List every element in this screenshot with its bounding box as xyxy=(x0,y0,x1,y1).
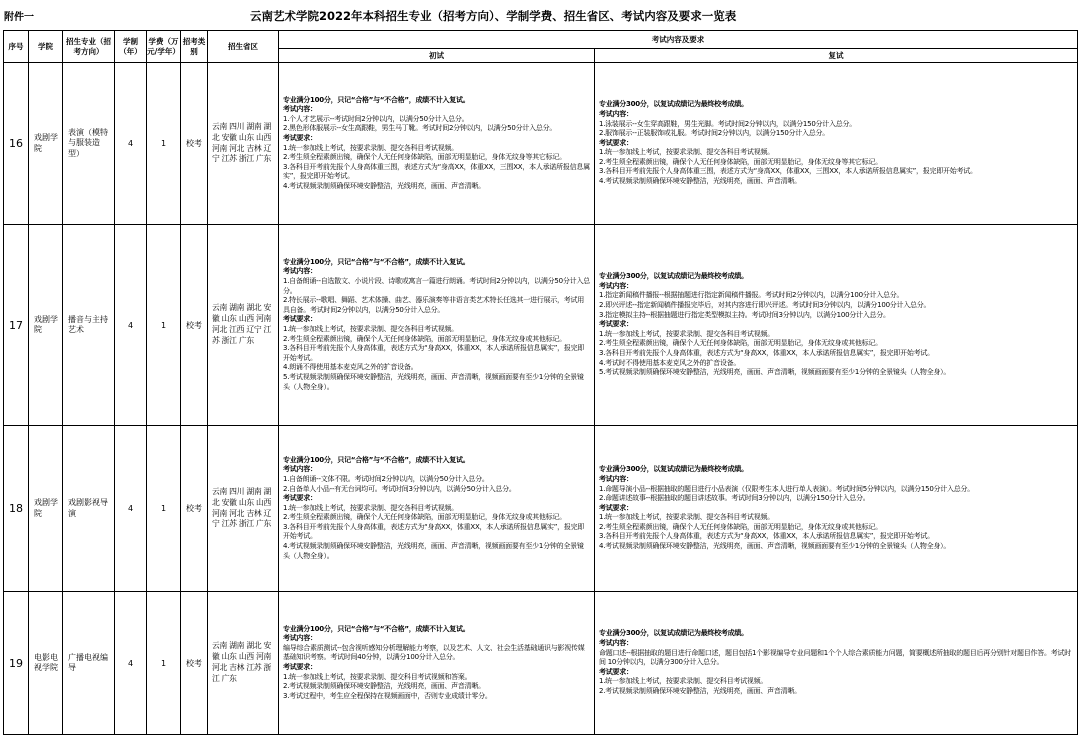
content-item: 5.考试视频录制须确保环境安静整洁，光线明亮，画面、声音清晰，视频画面要有至少1分钟的全景镜头（人物全身）。 xyxy=(283,372,584,391)
content-item: 4.考试视频录制须确保环境安静整洁，光线明亮，画面、声音清晰，视频画面要有至少1分钟的全景镜头（人物全身）。 xyxy=(599,542,951,551)
content-heading: 专业满分100分，只记“合格”与“不合格”，成绩不计入复试。 xyxy=(283,95,470,104)
content-heading: 考试内容： xyxy=(599,109,633,118)
header-first-exam: 初试 xyxy=(279,49,595,63)
cell-tuition: 1 xyxy=(147,63,181,225)
cell-college: 电影电视学院 xyxy=(29,592,63,735)
cell-major: 戏剧影视导演 xyxy=(63,426,115,592)
cell-second-exam xyxy=(595,592,1078,735)
content-item: 3.各科目开考前先报个人身高体重，表述方式为“身高XX，体重XX，本人承诺所报信息属实”，报完即开始考试。 xyxy=(283,344,585,362)
content-item: 1.统一参加线上考试，按要求录制、提交各科目考试视频。 xyxy=(599,513,774,522)
cell-first-exam xyxy=(279,63,595,225)
cell-college: 戏剧学院 xyxy=(29,225,63,426)
admissions-table xyxy=(3,30,1078,735)
cell-major: 广播电视编导 xyxy=(63,592,115,735)
content-heading: 专业满分300分，以复试成绩记为最终校考成绩。 xyxy=(599,629,748,638)
content-item: 编导综合素质测试--包含视听感知分析理解能力考察，以及艺术、人文、社会生活基础通识与影视传媒基础知识考察。考试时间40分钟，以满分100分计入总分。 xyxy=(283,643,585,662)
header-duration: 学制（年） xyxy=(115,31,147,63)
header-tuition: 学费（万元/学年） xyxy=(147,31,181,63)
content-item: 2.考生须全程素颜出镜，确保个人无任何身体缺陷，面部无明显胎记，身体无纹身或其他标记。 xyxy=(599,522,882,531)
content-item: 2.考生须全程素颜出镜，确保个人无任何身体缺陷，面部无明显胎记，身体无纹身或其他标记。 xyxy=(283,513,566,522)
cell-exam-type: 校考 xyxy=(181,426,208,592)
content-item: 1.个人才艺展示--考试时间2分钟以内，以满分50分计入总分。 xyxy=(283,114,469,123)
content-item: 4.朗诵不得使用基本麦克风之外的扩音设备。 xyxy=(283,363,418,372)
content-item: 2.服饰展示--正装服饰或礼服。考试时间2分钟以内，以满分150分计入总分。 xyxy=(599,129,830,138)
cell-major: 播音与主持艺术 xyxy=(63,225,115,426)
content-item: 3.考试过程中，考生应全程保持在视频画面中，否则专业成绩计零分。 xyxy=(283,691,492,700)
content-item: 4.考试视频录制须确保环境安静整洁，光线明亮，画面、声音清晰，视频画面要有至少1分钟的全景镜头（人物全身）。 xyxy=(283,542,584,560)
cell-first-exam xyxy=(279,426,595,592)
cell-second-exam xyxy=(595,225,1078,426)
content-item: 1.统一参加线上考试，按要求录制、提交各科目考试视频。 xyxy=(283,325,458,333)
cell-college: 戏剧学院 xyxy=(29,63,63,225)
content-item: 1.命题导演小品--根据抽取的题目进行小品表演（仅限考生本人进行单人表演）。考试时间5分钟以内，以满分150分计入总分。 xyxy=(599,484,975,493)
content-heading: 考试内容： xyxy=(599,474,633,483)
cell-duration: 4 xyxy=(115,63,147,225)
cell-seq: 19 xyxy=(4,592,29,735)
content-item: 2.黑色形体服展示--女生高跟鞋，男生马丁靴。考试时间2分钟以内，以满分50分计入总分。 xyxy=(283,124,557,133)
content-heading: 考试要求： xyxy=(283,663,317,671)
cell-duration: 4 xyxy=(115,426,147,592)
content-heading: 专业满分300分，以复试成绩记为最终校考成绩。 xyxy=(599,272,748,281)
cell-major: 表演（模特与服装造型） xyxy=(63,63,115,225)
content-heading: 考试要求： xyxy=(283,133,317,142)
content-item: 4.考试时不得使用基本麦克风之外的扩音设备。 xyxy=(599,358,741,367)
content-item: 1.统一参加线上考试，按要求录制、提交科目考试视频。 xyxy=(599,677,768,686)
content-heading: 考试要求： xyxy=(599,320,633,329)
content-item: 1.统一参加线上考试，按要求录制、提交各科目考试视频。 xyxy=(283,503,458,512)
content-item: 4.考试视频录制须确保环境安静整洁，光线明亮，画面、声音清晰。 xyxy=(283,181,485,190)
cell-first-exam xyxy=(279,592,595,735)
content-item: 1.自备朗诵--自选散文、小说片段、诗歌或寓言一篇进行朗诵。考试时间2分钟以内，以满分50分计入总分。 xyxy=(283,277,590,295)
content-heading: 考试要求： xyxy=(599,503,633,512)
content-item: 3.各科目开考前先报个人身高体重，表述方式为“身高XX，体重XX，本人承诺所报信息属实”，报完即开始考试。 xyxy=(283,522,585,541)
table-row xyxy=(4,63,1078,225)
content-item: 1.统一参加线上考试，按要求录制、提交各科目考试视频。 xyxy=(599,329,774,338)
content-heading: 专业满分100分，只记“合格”与“不合格”，成绩不计入复试。 xyxy=(283,624,470,633)
content-item: 2.特长展示--歌唱、舞蹈、艺术体操、曲艺、器乐演奏等非语言类艺术特长任选其一进行展示，考试用具自备。考试时间2分钟以内，以满分50分计入总分。 xyxy=(283,296,584,314)
content-heading: 考试要求： xyxy=(283,494,317,503)
content-item: 2.自备单人小品--有无台词均可。考试时间3分钟以内，以满分50分计入总分。 xyxy=(283,484,516,493)
page-title: 云南艺术学院2022年本科招生专业（招考方向）、学制学费、招生省区、考试内容及要求一览表 xyxy=(250,9,737,23)
content-item: 2.考生须全程素颜出镜，确保个人无任何身体缺陷，面部无明显胎记，身体无纹身或其他标记。 xyxy=(599,339,882,348)
content-item: 1.指定新闻稿件播报--根据抽题进行指定新闻稿件播报。考试时间2分钟以内，以满分100分计入总分。 xyxy=(599,291,904,300)
table-row xyxy=(4,225,1078,426)
content-item: 2.考试视频录制须确保环境安静整洁，光线明亮，画面、声音清晰。 xyxy=(283,682,485,691)
content-item: 2.考生须全程素颜出镜，确保个人无任何身体缺陷，面部无明显胎记，身体无纹身等其它标记。 xyxy=(599,157,882,166)
content-item: 1.泳装展示--女生穿高跟鞋，男生光脚。考试时间2分钟以内，以满分150分计入总分。 xyxy=(599,119,857,128)
header-provinces: 招生省区 xyxy=(208,31,279,63)
content-item: 2.考生须全程素颜出镜，确保个人无任何身体缺陷，面部无明显胎记，身体无纹身或其他标记。 xyxy=(283,334,566,343)
cell-provinces: 云南 四川 湖南 湖北 安徽 山东 山西 河南 河北 吉林 辽宁 江苏 浙江 广东 xyxy=(208,426,279,592)
content-item: 3.各科目开考前先报个人身高体重，表述方式为“身高XX，体重XX，本人承诺所报信息属实”，报完即开始考试。 xyxy=(599,348,934,357)
table-row xyxy=(4,426,1078,592)
content-item: 3.指定模拟主持--根据抽题进行指定类型模拟主持。考试时间3分钟以内，以满分100分计入总分。 xyxy=(599,310,890,319)
content-heading: 考试要求： xyxy=(599,667,633,676)
content-heading: 考试内容： xyxy=(599,281,633,290)
cell-first-exam xyxy=(279,225,595,426)
content-item: 2.命题讲述故事--根据抽取的题目讲述故事。考试时间3分钟以内，以满分150分计入总分。 xyxy=(599,494,870,503)
cell-provinces: 云南 湖南 湖北 安徽 山东 山西 河南 河北 江西 辽宁 江苏 浙江 广东 xyxy=(208,225,279,426)
header-seq: 序号 xyxy=(4,31,29,63)
header-second-exam: 复试 xyxy=(595,49,1078,63)
cell-seq: 17 xyxy=(4,225,29,426)
attachment-label: 附件一 xyxy=(4,12,34,23)
cell-seq: 16 xyxy=(4,63,29,225)
content-item: 1.统一参加线上考试，按要求录制、提交科目考试视频和答案。 xyxy=(283,672,472,681)
cell-tuition: 1 xyxy=(147,592,181,735)
content-heading: 专业满分300分，以复试成绩记为最终校考成绩。 xyxy=(599,100,748,109)
header-content-group: 考试内容及要求 xyxy=(279,31,1078,49)
cell-second-exam xyxy=(595,426,1078,592)
content-heading: 考试内容： xyxy=(283,105,317,114)
content-item: 2.即兴评述--指定新闻稿件播报完毕后，对其内容进行即兴评述。考试时间3分钟以内，以满分100分计入总分。 xyxy=(599,301,931,310)
cell-provinces: 云南 湖南 湖北 安徽 山东 山西 河南 河北 吉林 江苏 浙江 广东 xyxy=(208,592,279,735)
table-row xyxy=(4,592,1078,735)
cell-duration: 4 xyxy=(115,592,147,735)
content-heading: 考试要求： xyxy=(283,315,317,324)
header-major: 招生专业（招考方向） xyxy=(63,31,115,63)
cell-tuition: 1 xyxy=(147,225,181,426)
content-heading: 考试内容： xyxy=(283,634,317,643)
cell-second-exam xyxy=(595,63,1078,225)
cell-exam-type: 校考 xyxy=(181,592,208,735)
cell-provinces: 云南 四川 湖南 湖北 安徽 山东 山西 河南 河北 吉林 辽宁 江苏 浙江 广东 xyxy=(208,63,279,225)
cell-seq: 18 xyxy=(4,426,29,592)
cell-college: 戏剧学院 xyxy=(29,426,63,592)
content-item: 1.自备朗诵--文体不限。考试时间2分钟以内，以满分50分计入总分。 xyxy=(283,474,489,483)
content-item: 3.各科目开考前先报个人身高体重三围，表述方式为“身高XX，体重XX，三围XX，本人承诺所报信息属实”，报完即开始考试。 xyxy=(283,162,590,181)
content-item: 命题口述--根据抽取的题目进行命题口述，题目包括1个影视编导专业问题和1个个人综合素质能力问题，简要概述所抽取的题目后再分别针对题目作答。考试时间 10分钟以内，以满分300分计入总分。 xyxy=(599,648,1071,667)
content-item: 4.考试视频录制须确保环境安静整洁，光线明亮，画面、声音清晰。 xyxy=(599,177,801,186)
cell-exam-type: 校考 xyxy=(181,225,208,426)
content-item: 3.各科目开考前先报个人身高体重，表述方式为“身高XX，体重XX，本人承诺所报信息属实”，报完即开始考试。 xyxy=(599,532,934,541)
content-heading: 考试内容： xyxy=(599,639,633,648)
header-exam-type: 招考类别 xyxy=(181,31,208,63)
content-heading: 专业满分300分，以复试成绩记为最终校考成绩。 xyxy=(599,465,748,474)
content-heading: 考试内容： xyxy=(283,465,317,474)
content-heading: 考试内容： xyxy=(283,267,317,276)
content-item: 5.考试视频录制须确保环境安静整洁，光线明亮，画面、声音清晰，视频画面要有至少1分钟的全景镜头（人物全身）。 xyxy=(599,368,951,377)
content-heading: 专业满分100分，只记“合格”与“不合格”，成绩不计入复试。 xyxy=(283,257,470,266)
content-item: 2.考生须全程素颜出镜，确保个人无任何身体缺陷，面部无明显胎记，身体无纹身等其它标记。 xyxy=(283,153,566,162)
content-item: 1.统一参加线上考试，按要求录制、提交各科目考试视频。 xyxy=(599,148,774,157)
content-item: 2.考试视频录制须确保环境安静整洁，光线明亮，画面、声音清晰。 xyxy=(599,686,801,695)
header-college: 学院 xyxy=(29,31,63,63)
cell-duration: 4 xyxy=(115,225,147,426)
content-item: 1.统一参加线上考试，按要求录制、提交各科目考试视频。 xyxy=(283,143,458,152)
table-body xyxy=(4,63,1078,735)
cell-tuition: 1 xyxy=(147,426,181,592)
content-item: 3.各科目开考前先报个人身高体重三围，表述方式为“身高XX，体重XX，三围XX，本人承诺所报信息属实”，报完即开始考试。 xyxy=(599,167,977,176)
cell-exam-type: 校考 xyxy=(181,63,208,225)
content-heading: 考试要求： xyxy=(599,138,633,147)
content-heading: 专业满分100分，只记“合格”与“不合格”，成绩不计入复试。 xyxy=(283,455,470,464)
